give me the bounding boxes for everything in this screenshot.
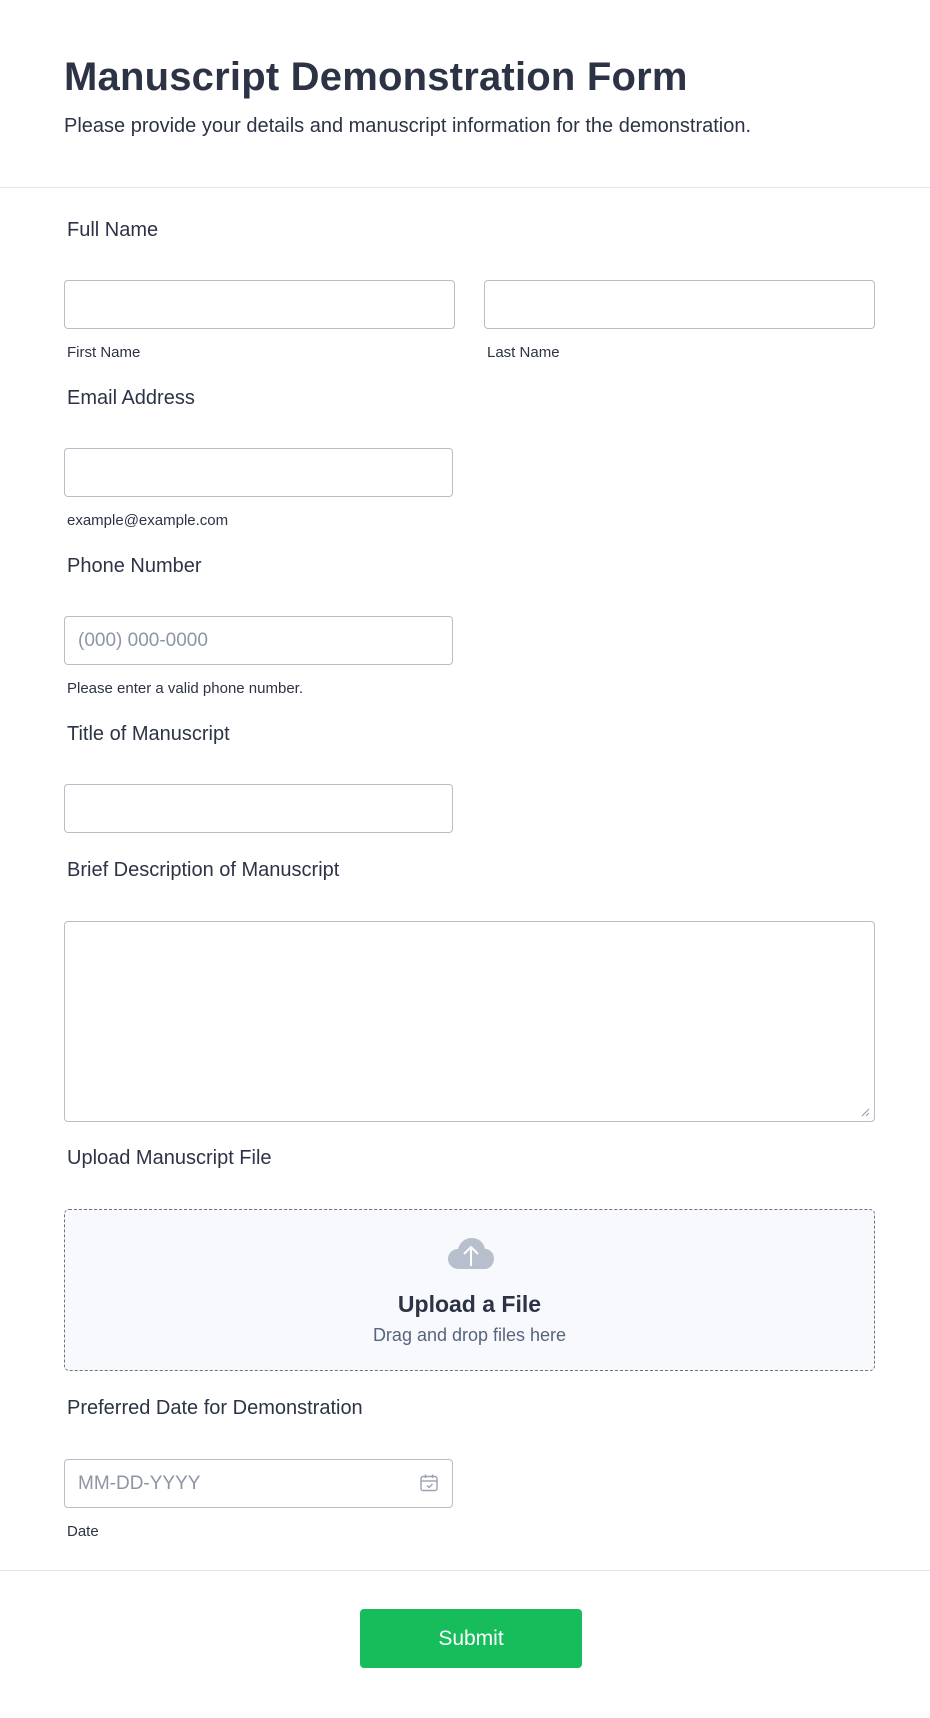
footer-divider	[0, 1570, 930, 1571]
calendar-icon[interactable]	[419, 1473, 439, 1493]
resize-grip-icon[interactable]	[860, 1107, 870, 1117]
email-label: Email Address	[67, 387, 195, 409]
upload-label: Upload Manuscript File	[67, 1147, 272, 1169]
cloud-upload-icon	[447, 1236, 495, 1270]
full-name-label: Full Name	[67, 219, 159, 241]
page-title: Manuscript Demonstration Form	[64, 55, 688, 99]
phone-label: Phone Number	[67, 555, 202, 577]
first-name-input[interactable]	[64, 280, 455, 329]
form-header	[0, 0, 930, 188]
email-sublabel: example@example.com	[67, 512, 229, 529]
date-sublabel: Date	[67, 1523, 99, 1540]
last-name-input[interactable]	[484, 280, 875, 329]
manuscript-title-label: Title of Manuscript	[67, 723, 230, 745]
description-label: Brief Description of Manuscript	[67, 859, 340, 881]
date-input[interactable]	[64, 1459, 453, 1508]
page-subtitle: Please provide your details and manuscript information for the demonstration.	[64, 115, 752, 137]
upload-dropzone[interactable]	[64, 1209, 875, 1371]
email-field[interactable]	[64, 448, 453, 497]
last-name-sublabel: Last Name	[487, 344, 560, 361]
phone-input[interactable]	[64, 616, 453, 665]
description-textarea[interactable]	[64, 921, 875, 1122]
submit-button[interactable]: Submit	[360, 1609, 582, 1668]
date-label: Preferred Date for Demonstration	[67, 1397, 363, 1419]
manuscript-title-input[interactable]	[64, 784, 453, 833]
upload-title: Upload a File	[397, 1291, 542, 1317]
phone-sublabel: Please enter a valid phone number.	[67, 680, 303, 697]
upload-hint: Drag and drop files here	[372, 1325, 567, 1345]
first-name-sublabel: First Name	[67, 344, 141, 361]
